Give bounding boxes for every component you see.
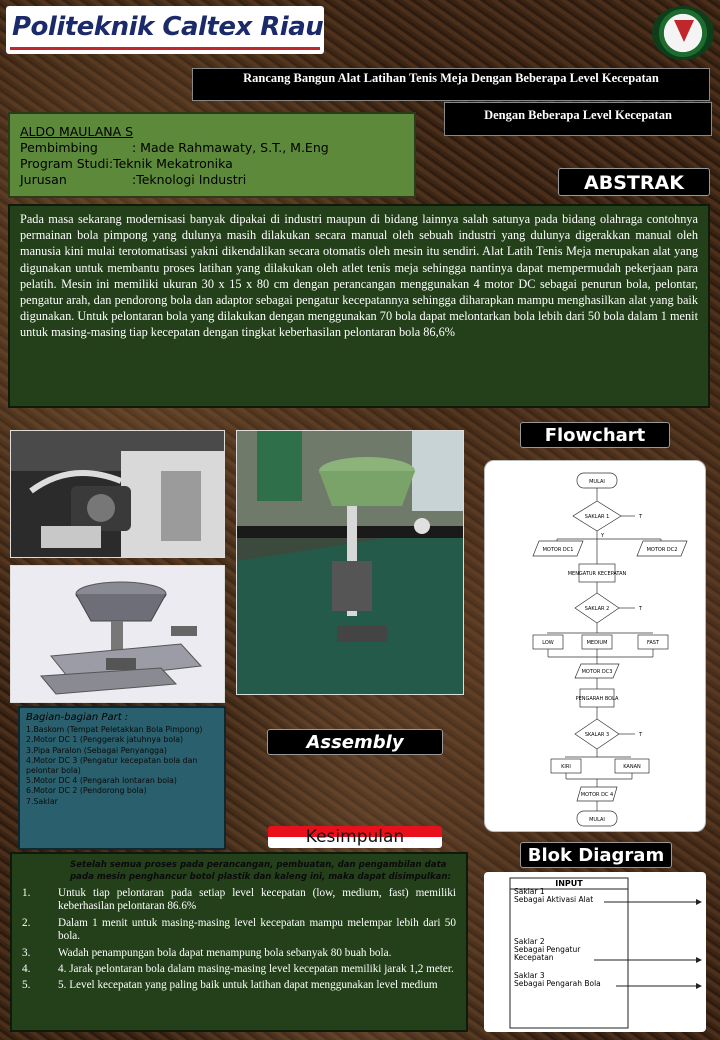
conclusion-heading: Kesimpulan	[268, 826, 442, 848]
flow-start: MULAI	[589, 479, 605, 485]
author-row: Pembimbing : Made Rahmawaty, S.T., M.Eng	[20, 140, 329, 155]
block-saklar-3-desc: Sebagai Pengarah Bola	[514, 979, 601, 988]
block-saklar-1-desc: Sebagai Aktivasi Alat	[514, 895, 594, 904]
flow-saklar-2: SAKLAR 2	[584, 606, 610, 612]
conclusion-intro: Setelah semua proses pada perancangan, pembuatan, dan pengambilan data pada mesin penghancur botol plastik dan kaleng ini, maka dapat disimpulkan:	[70, 860, 451, 882]
abstract-heading: ABSTRAK	[558, 168, 710, 196]
block-saklar-2-desc: Sebagai Pengatur	[514, 945, 581, 954]
flow-motor-dc3: MOTOR DC3	[581, 669, 613, 675]
flow-motor-dc2: MOTOR DC2	[646, 547, 678, 553]
block-saklar-1: Saklar 1	[514, 887, 545, 896]
list-item: 5.Motor DC 4 (Pengarah lontaran bola)	[26, 776, 177, 786]
flow-low: LOW	[542, 640, 554, 646]
block-diagram-heading: Blok Diagram	[520, 842, 672, 868]
flow-set-speed: MENGATUR KECEPATAN	[567, 571, 627, 577]
author-row: Program Studi :Teknik Mekatronika	[20, 156, 233, 171]
list-item: 7.Saklar	[26, 796, 58, 806]
list-item: 5. 5. Level kecepatan yang paling baik untuk latihan dapat menggunakan level medium	[22, 979, 438, 992]
flow-end: MULAI	[589, 817, 605, 823]
device-photo-closeup	[10, 430, 225, 558]
flow-saklar-1: SAKLAR 1	[584, 514, 610, 520]
flow-false-label: T	[639, 606, 643, 612]
list-item: 1. Untuk tiap pelontaran pada setiap level kecepatan (low, medium, fast) memiliki keberhasilan pelontaran 86.6%	[22, 887, 456, 913]
block-saklar-3: Saklar 3	[514, 971, 545, 980]
author-name: ALDO MAULANA S	[20, 124, 134, 139]
poster-subtitle: Dengan Beberapa Level Kecepatan	[444, 102, 712, 136]
author-row: Jurusan :Teknologi Industri	[20, 172, 247, 187]
flow-medium: MEDIUM	[586, 640, 608, 646]
list-item: 3.Pipa Paralon (Sebagai Penyangga)	[26, 745, 167, 755]
flow-right: KANAN	[623, 764, 641, 770]
parts-list	[18, 706, 226, 850]
emblem-icon	[652, 6, 714, 60]
list-item: 6.Motor DC 2 (Pendorong bola)	[26, 786, 147, 796]
author-box	[8, 112, 416, 198]
flowchart-heading: Flowchart	[520, 422, 670, 448]
flow-false-label: T	[639, 514, 643, 520]
block-input-label: INPUT	[555, 879, 583, 888]
list-item: pelontar bola)	[26, 766, 81, 776]
device-photo-table	[236, 430, 464, 695]
poster-title: Rancang Bangun Alat Latihan Tenis Meja Dengan Beberapa Level Kecepatan	[192, 68, 710, 101]
list-item: 3. Wadah penampungan bola dapat menampung bola sebanyak 80 buah bola.	[22, 946, 392, 959]
block-saklar-2: Saklar 2	[514, 937, 545, 946]
list-item: 2. Dalam 1 menit untuk masing-masing level kecepatan mampu melempar lebih dari 50 bola.	[22, 916, 456, 943]
assembly-heading: Assembly	[267, 729, 443, 755]
list-item: 2.Motor DC 1 (Penggerak jatuhnya bola)	[26, 735, 184, 745]
flow-direction: PENGARAH BOLA	[575, 696, 619, 702]
list-item: 4. 4. Jarak pelontaran bola dalam masing-masing level kecepatan memiliki jarak 1,2 meter.	[22, 963, 454, 976]
abstract-text: Pada masa sekarang modernisasi banyak dipakai di industri maupun di bidang lainnya salah satunya pada bidang olahraga contohnya permainan bola pimpong yang dulunya masih dilakukan secara manual oleh sebuah industri yang dulunya digerakkan manual oleh manusia kini mulai terotomatisasi yakni dikendalikan secara otomatis oleh mesin itu sendiri. Alat Latih Tenis Meja merupakan alat yang digunakan untuk membantu proses latihan yang dilakukan oleh atlet tenis meja sehingga nantinya dapat mempermudah pekerjaan para pelatih. Mesin ini memiliki ukuran 30 x 15 x 80 cm dengan perancangan menggunakan 4 motor DC sebagai penurun bola, pelontar, pengatur arah, dan pendorong bola dan adaptor sebagai pengatur kecepatannya sehingga diharapkan mampu menghasilkan alat yang baik digunakan. Untuk pelontaran bola yang dilakukan dengan menggunakan 70 bola dapat melontarkan bola lebih dari 50 bola dalam 1 menit untuk masing-masing tiap kecepatan dengan tingkat keberhasilan pelontaran bola 86,6%	[8, 204, 710, 408]
list-item: 1.Baskom (Tempat Peletakkan Bola Pimpong)	[26, 725, 203, 735]
flow-false-label: T	[639, 732, 643, 738]
block-diagram	[484, 872, 706, 1032]
parts-heading: Bagian-bagian Part :	[26, 712, 129, 723]
flow-left: KIRI	[561, 764, 571, 770]
block-saklar-2-desc2: Kecepatan	[514, 953, 554, 962]
assembly-render	[10, 565, 225, 703]
list-item: 4.Motor DC 3 (Pengatur kecepatan bola dan	[26, 755, 198, 765]
flow-motor-dc4: MOTOR DC 4	[580, 792, 614, 798]
logo-text: Politeknik Caltex Riau	[12, 12, 324, 42]
logo-underline	[10, 47, 320, 50]
flow-fast: FAST	[646, 640, 660, 646]
flow-motor-dc1: MOTOR DC1	[542, 547, 574, 553]
flowchart-diagram	[484, 460, 706, 832]
institution-logo	[6, 6, 324, 54]
flow-saklar-3: SKALAR 3	[584, 732, 610, 738]
conclusion-box	[10, 852, 468, 1032]
flow-true-label: Y	[601, 533, 605, 539]
